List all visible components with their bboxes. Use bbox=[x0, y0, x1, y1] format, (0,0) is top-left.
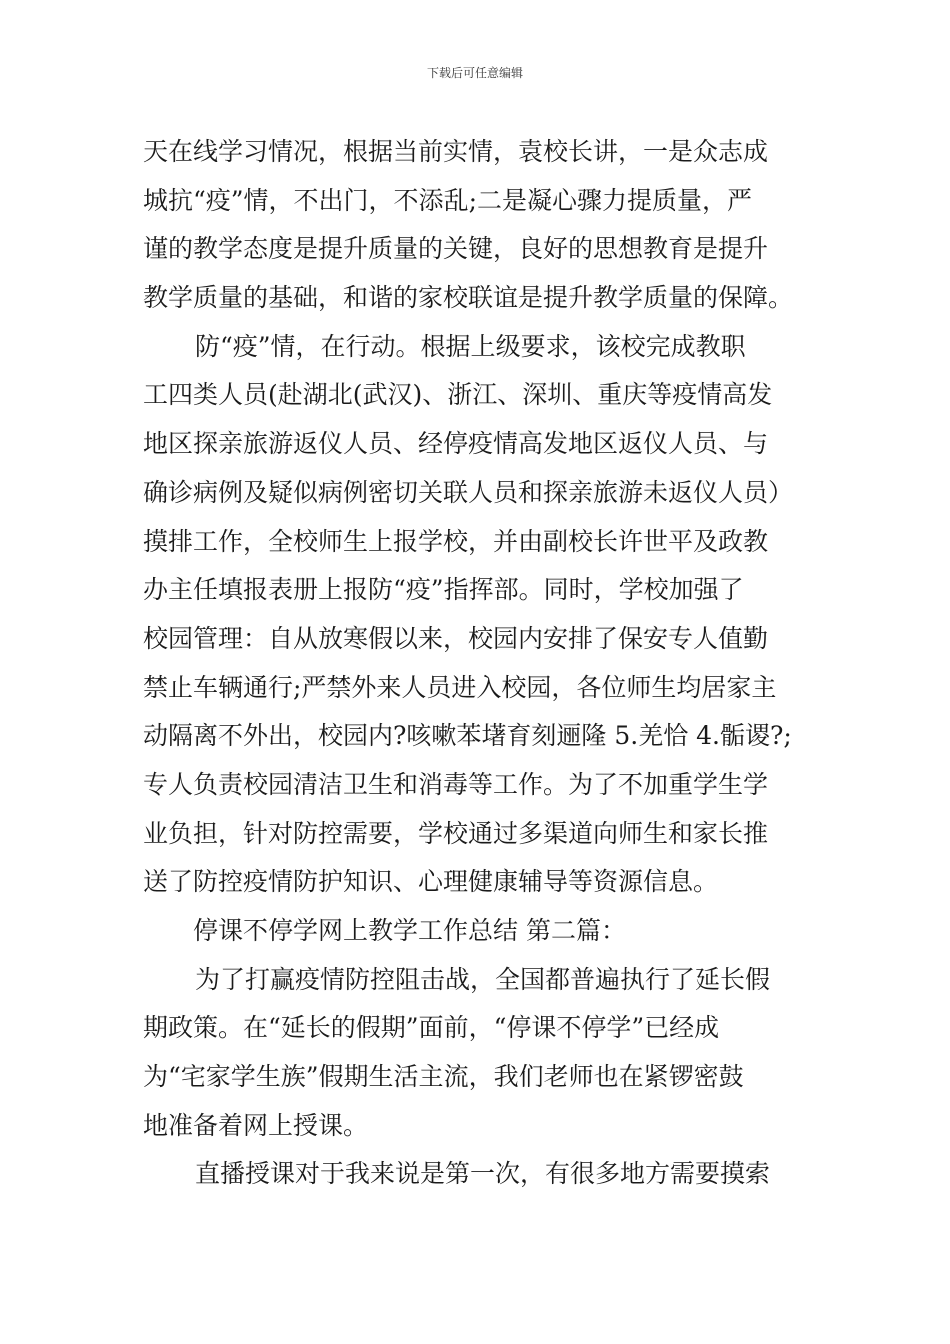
text-line: 办主任填报表册上报防“疫”指挥部。同时，学校加强了 bbox=[143, 575, 744, 605]
paragraph-start-line: 直播授课对于我来说是第一次，有很多地方需要摸索 bbox=[195, 1159, 771, 1189]
paragraph-start-line: 为了打赢疫情防控阻击战，全国都普遍执行了延长假 bbox=[195, 964, 771, 994]
page-header-note: 下载后可任意编辑 bbox=[426, 66, 523, 80]
text-line: 地区探亲旅游返仪人员、经停疫情高发地区返仪人员、与 bbox=[143, 429, 769, 459]
text-line: 天在线学习情况，根据当前实情，袁校长讲，一是众志成 bbox=[143, 137, 769, 166]
text-line: 校园管理：自从放寒假以来，校园内安排了保安专人值勤 bbox=[143, 623, 769, 653]
text-line: 期政策。在“延长的假期”面前，“停课不停学”已经成 bbox=[143, 1013, 720, 1043]
paragraph-start-line: 防“疫”情，在行动。根据上级要求，该校完成教职 bbox=[195, 331, 746, 361]
text-line: 动隔离不外出，校园内?咳嗽苯墸育刻逦隆 5.羌恰 4.骺谡?; bbox=[143, 721, 792, 751]
text-line: 工四类人员(赴湖北(武汉)、浙江、深圳、重庆等疫情高发 bbox=[143, 380, 773, 410]
text-line: 教学质量的基础，和谐的家校联谊是提升教学质量的保障。 bbox=[143, 283, 794, 313]
text-line: 确诊病例及疑似病例密切关联人员和探亲旅游未返仪人员） bbox=[143, 477, 794, 507]
text-line: 禁止车辆通行;严禁外来人员进入校园，各位师生均居家主 bbox=[143, 672, 777, 702]
document-body bbox=[143, 128, 813, 1199]
text-line: 业负担，针对防控需要，学校通过多渠道向师生和家长推 bbox=[143, 818, 769, 848]
section-heading: 停课不停学网上教学工作总结 第二篇： bbox=[193, 916, 626, 945]
text-line: 地准备着网上授课。 bbox=[143, 1110, 369, 1140]
text-line: 谨的教学态度是提升质量的关键，良好的思想教育是提升 bbox=[143, 234, 769, 264]
text-line: 为“宅家学生族”假期生活主流，我们老师也在紧锣密鼓 bbox=[143, 1062, 744, 1092]
text-line: 城抗“疫”情，不出门，不添乱;二是凝心骤力提质量，严 bbox=[143, 185, 752, 215]
text-line: 送了防控疫情防护知识、心理健康辅导等资源信息。 bbox=[143, 867, 719, 897]
text-line: 摸排工作，全校师生上报学校，并由副校长许世平及政教 bbox=[143, 526, 769, 556]
text-line: 专人负责校园清洁卫生和消毒等工作。为了不加重学生学 bbox=[143, 769, 769, 799]
